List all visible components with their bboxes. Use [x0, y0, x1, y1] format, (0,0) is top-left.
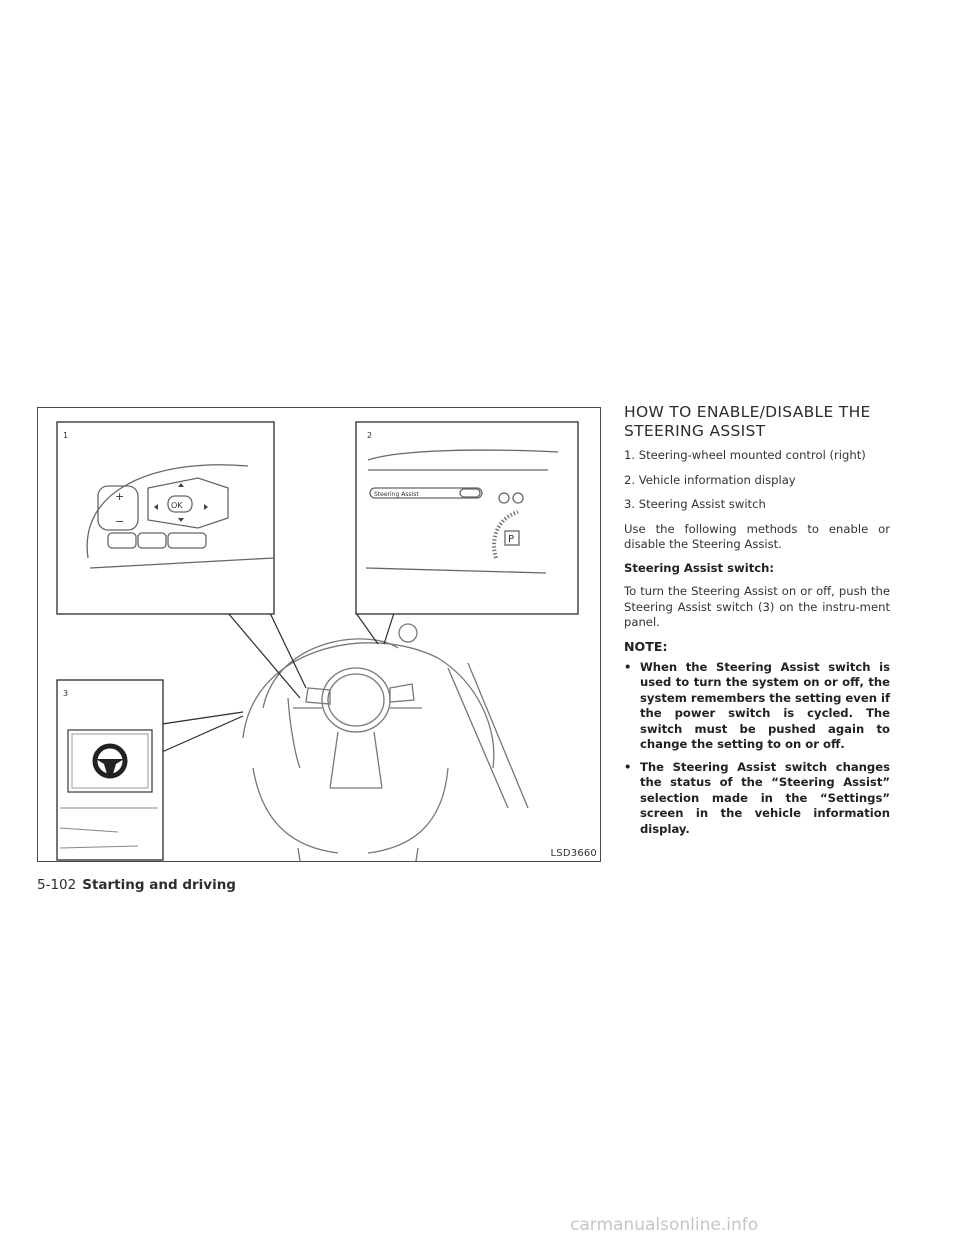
- callout-1-label: 1: [63, 431, 69, 440]
- gear-indicator: P: [508, 534, 515, 545]
- figure: [37, 407, 601, 862]
- instructions-paragraph: To turn the Steering Assist on or off, push the Steering Assist switch (3) on the instru-ment panel.: [624, 584, 890, 629]
- callout-1-panel: [57, 422, 274, 614]
- item-1: 1. Steering-wheel mounted control (right): [624, 448, 866, 462]
- figure-code: LSD3660: [550, 848, 597, 859]
- note-text: When the Steering Assist switch is used to turn the system on or off, the system remembers the setting even if the power switch is cycled. The switch must be pushed again to change the setting to on or off.: [640, 659, 891, 751]
- heading-line-1: HOW TO ENABLE/DISABLE THE: [624, 403, 871, 421]
- note-list: [624, 660, 890, 838]
- content-column: [624, 403, 890, 844]
- subheading: Steering Assist switch:: [624, 560, 775, 575]
- steering-assist-illustration: [38, 408, 600, 861]
- bullet-marker: •: [624, 759, 632, 774]
- intro-paragraph: Use the following methods to enable or disable the Steering Assist.: [624, 521, 890, 551]
- display-menu-text: Steering Assist: [374, 491, 419, 498]
- section-heading: [624, 403, 890, 441]
- heading-line-2: STEERING ASSIST: [624, 422, 766, 440]
- callout-3-label: 3: [63, 689, 69, 698]
- callout-3-panel: [57, 680, 163, 860]
- plus-label: +: [115, 490, 125, 503]
- minus-label: −: [115, 515, 125, 528]
- watermark: carmanualsonline.info: [570, 1215, 759, 1235]
- callout-leaders: [162, 613, 394, 752]
- item-2: 2. Vehicle information display: [624, 472, 796, 487]
- page-footer: [37, 877, 236, 893]
- callout-2-panel: [356, 422, 578, 614]
- page-number: 5-102: [37, 877, 77, 893]
- ok-label: OK: [171, 501, 183, 510]
- note-item: [624, 660, 890, 753]
- section-name: Starting and driving: [82, 877, 236, 893]
- item-3: 3. Steering Assist switch: [624, 497, 766, 511]
- steering-wheel-sketch: [243, 624, 528, 861]
- note-item: [624, 760, 890, 838]
- note-label: NOTE:: [624, 638, 668, 654]
- bullet-marker: •: [624, 659, 632, 674]
- callout-2-label: 2: [367, 431, 373, 440]
- note-text: The Steering Assist switch changes the status of the “Steering Assist” selection made in the “Settings” screen in the vehicle information display.: [640, 759, 890, 836]
